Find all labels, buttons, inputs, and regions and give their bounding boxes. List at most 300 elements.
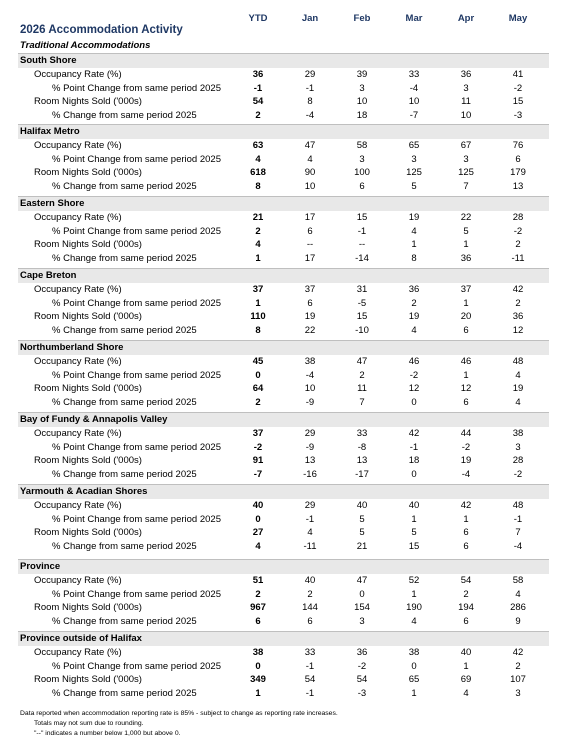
month-cell: 65 (408, 140, 420, 151)
month-cell: 7 (463, 180, 469, 192)
month-cell: 39 (356, 69, 368, 80)
month-cell: 47 (304, 140, 316, 151)
table-row (18, 441, 549, 455)
month-cell: 15 (408, 540, 420, 552)
month-cell: 0 (411, 396, 417, 408)
month-cell: 286 (510, 602, 526, 614)
month-cell: 7 (515, 527, 521, 539)
month-cell: 4 (515, 588, 521, 600)
ytd-cell: 349 (250, 674, 266, 686)
table-row (18, 382, 549, 396)
month-cell: 1 (411, 687, 417, 699)
section-heading: South Shore (18, 53, 549, 68)
table-row (18, 526, 549, 540)
section-province (18, 559, 549, 628)
table-row (18, 355, 549, 369)
month-cell: 90 (304, 167, 316, 179)
month-cell: -9 (305, 396, 315, 408)
month-cell: 3 (359, 615, 365, 627)
section-heading: Province (18, 559, 549, 574)
month-cell: -2 (513, 468, 523, 480)
section-heading: Northumberland Shore (18, 340, 549, 355)
month-cell: 10 (460, 109, 472, 121)
month-cell: 17 (304, 212, 316, 223)
month-cell: 36 (460, 69, 472, 80)
month-cell: 33 (304, 647, 316, 658)
ytd-cell: 64 (252, 383, 264, 395)
month-cell: 6 (307, 297, 313, 309)
row-label: % Change from same period 2025 (52, 687, 197, 699)
month-cell: 19 (512, 383, 524, 395)
month-cell: 58 (512, 575, 524, 586)
month-cell: 100 (354, 167, 370, 179)
month-cell: 1 (463, 660, 469, 672)
month-cell: 19 (408, 311, 420, 323)
row-label: % Point Change from same period 2025 (52, 513, 221, 525)
ytd-cell: 1 (255, 687, 261, 699)
month-cell: 6 (463, 615, 469, 627)
month-cell: -1 (305, 687, 315, 699)
month-cell: 5 (411, 527, 417, 539)
section-cape-breton (18, 268, 549, 337)
ytd-cell: 40 (252, 500, 264, 511)
footnote-reporting-rate: Data reported when accommodation reporting rate is 85% - subject to change as reporting rate increases. (20, 710, 338, 717)
month-cell: 36 (512, 311, 524, 323)
row-label: Occupancy Rate (%) (34, 140, 122, 151)
month-cell: 125 (458, 167, 474, 179)
month-cell: 3 (463, 153, 469, 165)
month-cell: -1 (357, 225, 367, 237)
section-province-outside-of-halifax (18, 631, 549, 700)
month-cell: 67 (460, 140, 472, 151)
ytd-cell: 0 (255, 369, 261, 381)
month-cell: 40 (356, 500, 368, 511)
ytd-cell: 6 (255, 615, 261, 627)
month-cell: 65 (408, 674, 420, 686)
footnote-rounding: Totals may not sum due to rounding. (34, 720, 144, 727)
table-row (18, 139, 549, 153)
ytd-cell: 45 (252, 356, 264, 367)
month-cell: 36 (356, 647, 368, 658)
table-row (18, 166, 549, 180)
table-row (18, 95, 549, 109)
month-cell: 12 (460, 383, 472, 395)
month-cell: 54 (356, 674, 368, 686)
month-cell: 6 (463, 527, 469, 539)
month-cell: 28 (512, 455, 524, 467)
table-row (18, 601, 549, 615)
month-cell: 6 (515, 153, 521, 165)
month-cell: 10 (304, 180, 316, 192)
month-cell: -1 (305, 660, 315, 672)
month-cell: 38 (512, 428, 524, 439)
month-cell: 1 (463, 369, 469, 381)
month-cell: 4 (307, 527, 313, 539)
month-cell: -10 (355, 324, 369, 336)
month-cell: 52 (408, 575, 420, 586)
month-cell: -2 (513, 82, 523, 94)
month-cell: 46 (408, 356, 420, 367)
month-cell: 125 (406, 167, 422, 179)
month-cell: 58 (356, 140, 368, 151)
month-cell: 31 (356, 284, 368, 295)
month-cell: 1 (463, 239, 469, 251)
month-cell: 12 (512, 324, 524, 336)
month-cell: 3 (359, 82, 365, 94)
month-cell: -- (358, 239, 366, 251)
month-cell: 37 (304, 284, 316, 295)
month-cell: 42 (460, 500, 472, 511)
month-cell: 13 (304, 455, 316, 467)
month-cell: 54 (304, 674, 316, 686)
row-label: Occupancy Rate (%) (34, 356, 122, 367)
month-cell: 10 (408, 96, 420, 108)
month-cell: 69 (460, 674, 472, 686)
month-cell: 5 (463, 225, 469, 237)
month-cell: 76 (512, 140, 524, 151)
table-row (18, 369, 549, 383)
ytd-cell: 4 (255, 540, 261, 552)
month-cell: 2 (359, 369, 365, 381)
month-cell: 0 (411, 468, 417, 480)
table-row (18, 468, 549, 482)
table-row (18, 454, 549, 468)
month-cell: 6 (463, 324, 469, 336)
month-cell: 11 (357, 383, 367, 395)
row-label: % Point Change from same period 2025 (52, 369, 221, 381)
row-label: Occupancy Rate (%) (34, 500, 122, 511)
month-cell: 6 (307, 615, 313, 627)
month-cell: 7 (359, 396, 365, 408)
month-cell: 37 (460, 284, 472, 295)
table-row (18, 153, 549, 167)
row-label: % Change from same period 2025 (52, 540, 197, 552)
month-cell: 19 (408, 212, 420, 223)
month-cell: -17 (355, 468, 369, 480)
month-cell: -2 (461, 441, 471, 453)
month-cell: 154 (354, 602, 370, 614)
row-label: Occupancy Rate (%) (34, 428, 122, 439)
month-cell: 107 (510, 674, 526, 686)
month-cell: 36 (408, 284, 420, 295)
table-row (18, 82, 549, 96)
month-cell: 40 (304, 575, 316, 586)
month-cell: 8 (411, 252, 417, 264)
month-cell: 3 (359, 153, 365, 165)
column-header-mar: Mar (405, 13, 423, 24)
row-label: % Change from same period 2025 (52, 324, 197, 336)
month-cell: 1 (463, 513, 469, 525)
month-cell: 19 (304, 311, 316, 323)
ytd-cell: 2 (255, 225, 261, 237)
ytd-cell: 2 (255, 396, 261, 408)
month-cell: -- (306, 239, 314, 251)
ytd-cell: 4 (255, 153, 261, 165)
row-label: Occupancy Rate (%) (34, 647, 122, 658)
month-cell: 144 (302, 602, 318, 614)
row-label: Occupancy Rate (%) (34, 69, 122, 80)
ytd-cell: 2 (255, 109, 261, 121)
month-cell: 22 (304, 324, 316, 336)
month-cell: 4 (463, 687, 469, 699)
month-cell: -11 (303, 540, 317, 552)
table-row (18, 211, 549, 225)
month-cell: 33 (408, 69, 420, 80)
column-header-jan: Jan (301, 13, 319, 24)
month-cell: 0 (411, 660, 417, 672)
row-label: Room Nights Sold ('000s) (34, 96, 142, 108)
ytd-cell: 27 (252, 527, 264, 539)
row-label: % Point Change from same period 2025 (52, 660, 221, 672)
month-cell: 29 (304, 69, 316, 80)
month-cell: -3 (513, 109, 523, 121)
month-cell: 41 (512, 69, 524, 80)
month-cell: 10 (304, 383, 316, 395)
month-cell: 29 (304, 500, 316, 511)
month-cell: 6 (463, 540, 469, 552)
month-cell: 38 (408, 647, 420, 658)
month-cell: 46 (460, 356, 472, 367)
section-halifax-metro (18, 124, 549, 193)
section-eastern-shore (18, 196, 549, 265)
table-row (18, 252, 549, 266)
month-cell: 4 (411, 615, 417, 627)
table-row (18, 574, 549, 588)
month-cell: 2 (307, 588, 313, 600)
table-row (18, 238, 549, 252)
month-cell: 33 (356, 428, 368, 439)
month-cell: 5 (359, 513, 365, 525)
month-cell: 4 (515, 396, 521, 408)
month-cell: 13 (512, 180, 524, 192)
month-cell: 54 (460, 575, 472, 586)
ytd-cell: 36 (252, 69, 264, 80)
column-header-may: May (508, 13, 528, 24)
ytd-cell: 618 (250, 167, 266, 179)
month-cell: -4 (305, 369, 315, 381)
month-cell: 48 (512, 356, 524, 367)
month-cell: 15 (512, 96, 524, 108)
section-south-shore (18, 53, 549, 122)
table-row (18, 225, 549, 239)
month-cell: 11 (461, 96, 471, 108)
month-cell: -2 (409, 369, 419, 381)
section-heading: Cape Breton (18, 268, 549, 283)
month-cell: -4 (305, 109, 315, 121)
month-cell: 40 (408, 500, 420, 511)
month-cell: -3 (357, 687, 367, 699)
row-label: Occupancy Rate (%) (34, 212, 122, 223)
row-label: % Change from same period 2025 (52, 468, 197, 480)
row-label: % Point Change from same period 2025 (52, 225, 221, 237)
report-subtitle: Traditional Accommodations (20, 40, 151, 51)
month-cell: 6 (463, 396, 469, 408)
table-row (18, 660, 549, 674)
month-cell: 48 (512, 500, 524, 511)
ytd-cell: 8 (255, 324, 261, 336)
month-cell: 47 (356, 575, 368, 586)
month-cell: 19 (460, 455, 472, 467)
row-label: % Point Change from same period 2025 (52, 297, 221, 309)
month-cell: -16 (303, 468, 317, 480)
ytd-cell: -2 (253, 441, 263, 453)
section-northumberland-shore (18, 340, 549, 409)
row-label: Room Nights Sold ('000s) (34, 674, 142, 686)
month-cell: 22 (460, 212, 472, 223)
table-row (18, 588, 549, 602)
ytd-cell: 51 (252, 575, 264, 586)
row-label: % Point Change from same period 2025 (52, 588, 221, 600)
row-label: % Point Change from same period 2025 (52, 153, 221, 165)
ytd-cell: 0 (255, 660, 261, 672)
report-title: 2026 Accommodation Activity (20, 24, 183, 36)
month-cell: 42 (408, 428, 420, 439)
month-cell: -1 (513, 513, 523, 525)
month-cell: 28 (512, 212, 524, 223)
table-row (18, 427, 549, 441)
row-label: % Point Change from same period 2025 (52, 82, 221, 94)
row-label: Room Nights Sold ('000s) (34, 239, 142, 251)
ytd-cell: 37 (252, 428, 264, 439)
section-heading: Halifax Metro (18, 124, 549, 139)
ytd-cell: 63 (252, 140, 264, 151)
ytd-cell: 8 (255, 180, 261, 192)
month-cell: -8 (357, 441, 367, 453)
month-cell: -4 (461, 468, 471, 480)
month-cell: -14 (355, 252, 369, 264)
month-cell: 18 (356, 109, 368, 121)
month-cell: 5 (359, 527, 365, 539)
table-row (18, 310, 549, 324)
section-bay-of-fundy-and-annapolis-valley (18, 412, 549, 481)
row-label: % Change from same period 2025 (52, 180, 197, 192)
row-label: % Change from same period 2025 (52, 252, 197, 264)
month-cell: 1 (463, 297, 469, 309)
section-heading: Eastern Shore (18, 196, 549, 211)
month-cell: 4 (411, 225, 417, 237)
month-cell: 5 (411, 180, 417, 192)
row-label: Room Nights Sold ('000s) (34, 383, 142, 395)
table-row (18, 687, 549, 701)
month-cell: 1 (411, 588, 417, 600)
month-cell: 18 (408, 455, 420, 467)
table-row (18, 396, 549, 410)
month-cell: 17 (304, 252, 316, 264)
month-cell: 4 (411, 324, 417, 336)
table-row (18, 297, 549, 311)
month-cell: 38 (304, 356, 316, 367)
month-cell: 1 (411, 513, 417, 525)
month-cell: 21 (356, 540, 368, 552)
month-cell: 3 (463, 82, 469, 94)
row-label: Room Nights Sold ('000s) (34, 311, 142, 323)
month-cell: -2 (513, 225, 523, 237)
table-row (18, 646, 549, 660)
month-cell: 4 (307, 153, 313, 165)
column-header-apr: Apr (457, 13, 475, 24)
row-label: Occupancy Rate (%) (34, 575, 122, 586)
month-cell: -11 (511, 252, 525, 264)
month-cell: 6 (307, 225, 313, 237)
ytd-cell: 21 (252, 212, 264, 223)
month-cell: 13 (356, 455, 368, 467)
table-row (18, 180, 549, 194)
footnote-dashes: "--" indicates a number below 1,000 but above 0. (34, 730, 181, 737)
month-cell: 20 (460, 311, 472, 323)
month-cell: 12 (408, 383, 420, 395)
ytd-cell: -1 (253, 82, 263, 94)
month-cell: 8 (307, 96, 313, 108)
month-cell: 3 (515, 687, 521, 699)
month-cell: 1 (411, 239, 417, 251)
month-cell: 44 (460, 428, 472, 439)
month-cell: -4 (409, 82, 419, 94)
row-label: Room Nights Sold ('000s) (34, 527, 142, 539)
ytd-cell: 0 (255, 513, 261, 525)
month-cell: -5 (357, 297, 367, 309)
month-cell: 2 (515, 239, 521, 251)
month-cell: 10 (356, 96, 368, 108)
ytd-cell: 54 (252, 96, 264, 108)
table-row (18, 499, 549, 513)
section-yarmouth-and-acadian-shores (18, 484, 549, 553)
table-row (18, 109, 549, 123)
table-row (18, 513, 549, 527)
month-cell: 3 (411, 153, 417, 165)
row-label: % Change from same period 2025 (52, 109, 197, 121)
section-heading: Province outside of Halifax (18, 631, 549, 646)
column-header-ytd: YTD (248, 13, 268, 24)
month-cell: 2 (515, 660, 521, 672)
month-cell: 190 (406, 602, 422, 614)
column-header-feb: Feb (353, 13, 371, 24)
ytd-cell: 91 (252, 455, 264, 467)
table-row (18, 68, 549, 82)
ytd-cell: 110 (250, 311, 266, 323)
ytd-cell: 2 (255, 588, 261, 600)
month-cell: 6 (359, 180, 365, 192)
month-cell: -1 (409, 441, 419, 453)
month-cell: 2 (411, 297, 417, 309)
month-cell: -4 (513, 540, 523, 552)
ytd-cell: 37 (252, 284, 264, 295)
section-heading: Bay of Fundy & Annapolis Valley (18, 412, 549, 427)
month-cell: -7 (409, 109, 419, 121)
table-row (18, 324, 549, 338)
ytd-cell: 1 (255, 252, 261, 264)
month-cell: -2 (357, 660, 367, 672)
month-cell: 2 (463, 588, 469, 600)
ytd-cell: 1 (255, 297, 261, 309)
row-label: % Point Change from same period 2025 (52, 441, 221, 453)
section-heading: Yarmouth & Acadian Shores (18, 484, 549, 499)
month-cell: 42 (512, 647, 524, 658)
month-cell: 36 (460, 252, 472, 264)
row-label: % Change from same period 2025 (52, 615, 197, 627)
ytd-cell: 38 (252, 647, 264, 658)
month-cell: 0 (359, 588, 365, 600)
month-cell: 29 (304, 428, 316, 439)
month-cell: 194 (458, 602, 474, 614)
row-label: Room Nights Sold ('000s) (34, 602, 142, 614)
month-cell: 15 (356, 212, 368, 223)
ytd-cell: 967 (250, 602, 266, 614)
month-cell: -1 (305, 82, 315, 94)
table-row (18, 673, 549, 687)
month-cell: 9 (515, 615, 521, 627)
month-cell: 3 (515, 441, 521, 453)
month-cell: 4 (515, 369, 521, 381)
